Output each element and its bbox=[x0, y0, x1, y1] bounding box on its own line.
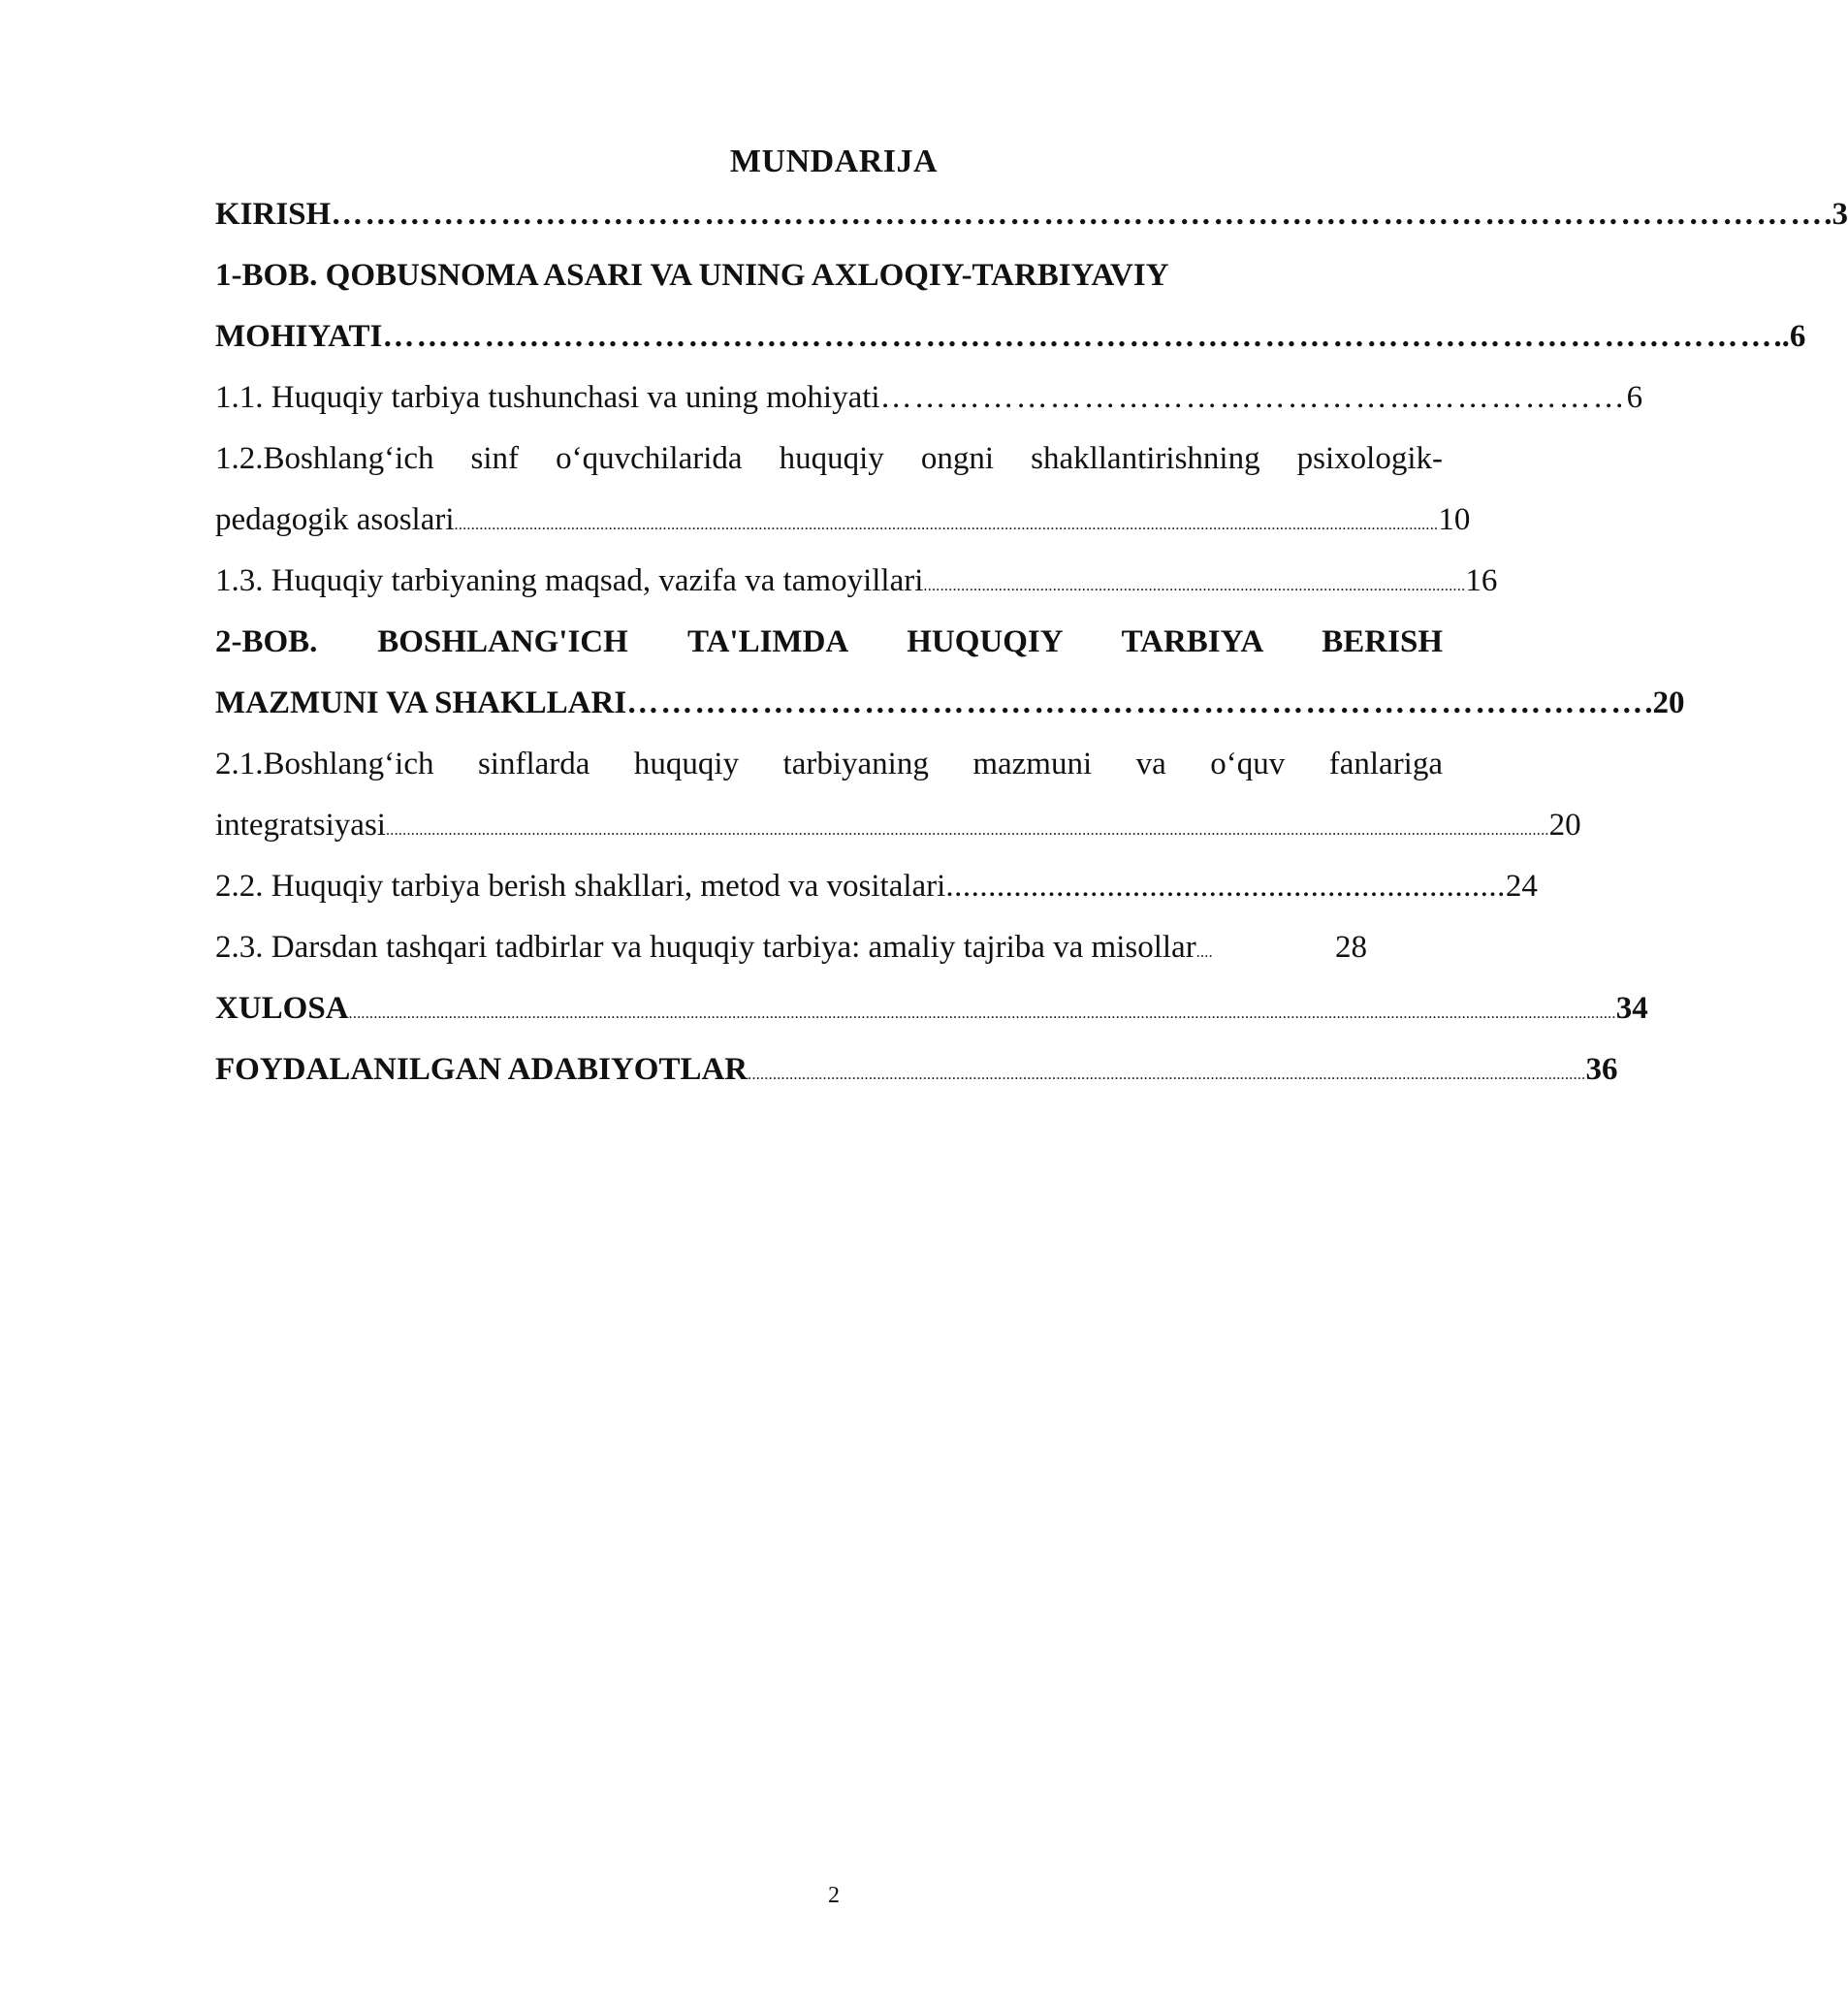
toc-entry-1-3[interactable] bbox=[215, 551, 1498, 612]
toc-page-number: 36 bbox=[1585, 1052, 1618, 1087]
toc-chapter-2-line-2[interactable] bbox=[215, 673, 1685, 734]
toc-entry-label: 1-BOB. QOBUSNOMA ASARI VA UNING AXLOQIY-TARBIYAVIY bbox=[215, 258, 1169, 293]
dot-leader: ......................................................................................................................................................................................................... bbox=[748, 1067, 1586, 1083]
toc-entry-label: 1.1. Huquqiy tarbiya tushunchasi va uning mohiyati bbox=[215, 380, 880, 415]
toc-entry-1-1[interactable] bbox=[215, 367, 1643, 429]
toc-entry-label: 2-BOB. BOSHLANG'ICH TA'LIMDA HUQUQIY TARBIYA BERISH bbox=[215, 624, 1443, 659]
toc-page-number: 24 bbox=[1505, 869, 1538, 904]
toc-page-number: 10 bbox=[1438, 502, 1471, 537]
toc-entry-label: 1.2.Boshlang‘ich sinf o‘quvchilarida huquqiy ongni shakllantirishning psixologik- bbox=[215, 441, 1443, 476]
toc-page-number: .20 bbox=[1644, 685, 1685, 720]
toc-page-number: ..6 bbox=[1773, 319, 1806, 354]
toc-entry-label: 1.3. Huquqiy tarbiyaning maqsad, vazifa va tamoyillari bbox=[215, 563, 924, 598]
dot-leader: ................................................................................................................................................................................................................................................................................................................ bbox=[348, 1005, 1616, 1022]
toc-entry-label: MAZMUNI VA SHAKLLARI bbox=[215, 685, 627, 720]
toc-entry-2-2[interactable] bbox=[215, 856, 1538, 917]
toc-entry-1-2-line-2[interactable] bbox=[215, 490, 1471, 551]
toc-chapter-2-line-1[interactable] bbox=[215, 612, 1443, 673]
toc-page-number: 6 bbox=[1626, 380, 1643, 415]
toc-page-number: 28 bbox=[1335, 930, 1367, 965]
toc-entry-label: pedagogik asoslari bbox=[215, 502, 455, 537]
toc-entry-2-3[interactable] bbox=[215, 917, 1367, 978]
dot-leader: .................................................................................................................................. bbox=[923, 578, 1466, 594]
toc-entry-label: integratsiyasi bbox=[215, 808, 386, 843]
dot-leader: ……………………………………………………………………………… bbox=[626, 685, 1645, 720]
toc-entry-label: KIRISH bbox=[215, 197, 332, 232]
toc-entry-label: XULOSA bbox=[215, 991, 349, 1026]
toc-title: MUNDARIJA bbox=[729, 143, 939, 179]
toc-entry-label: FOYDALANILGAN ADABIYOTLAR bbox=[215, 1052, 749, 1087]
toc-entry-adabiyotlar[interactable] bbox=[215, 1039, 1618, 1100]
dot-leader: .................................................................. bbox=[945, 869, 1506, 904]
toc-entry-label: 2.2. Huquqiy tarbiya berish shakllari, metod va vositalari bbox=[215, 869, 946, 904]
toc-entry-label: 2.1.Boshlang‘ich sinflarda huquqiy tarbiyaning mazmuni va o‘quv fanlariga bbox=[215, 747, 1443, 781]
toc-chapter-1-line-2[interactable] bbox=[215, 306, 1806, 367]
toc-entry-2-1-line-2[interactable] bbox=[215, 795, 1581, 856]
toc-entry-xulosa[interactable] bbox=[215, 978, 1648, 1039]
toc-page-number: .3 bbox=[1824, 197, 1848, 232]
toc-page-number: 34 bbox=[1615, 991, 1648, 1026]
toc-chapter-1-line-1[interactable] bbox=[215, 245, 1443, 306]
dot-leader: …………………………………………………………………………………………………………… bbox=[382, 319, 1774, 354]
dot-leader: .... bbox=[1195, 944, 1213, 961]
dot-leader: ………………………………………………………… bbox=[879, 380, 1627, 415]
table-of-contents bbox=[215, 184, 1848, 1100]
dot-leader: …………………………………………………………………………………………………………………… bbox=[331, 197, 1825, 232]
toc-entry-kirish[interactable] bbox=[215, 184, 1848, 245]
toc-entry-1-2-line-1[interactable] bbox=[215, 429, 1443, 490]
toc-page-number: 16 bbox=[1465, 563, 1498, 598]
toc-entry-2-1-line-1[interactable] bbox=[215, 734, 1443, 795]
toc-entry-label: 2.3. Darsdan tashqari tadbirlar va huquqiy tarbiya: amaliy tajriba va misollar bbox=[215, 930, 1196, 965]
toc-entry-label: MOHIYATI bbox=[215, 319, 383, 354]
page-number: 2 bbox=[828, 1883, 840, 1908]
dot-leader: ....................................................................................................................................................................................................................................................................................... bbox=[385, 822, 1549, 839]
dot-leader: ............................................................................................................................................................................................................................................ bbox=[454, 517, 1439, 533]
toc-page-number: 20 bbox=[1548, 808, 1581, 843]
